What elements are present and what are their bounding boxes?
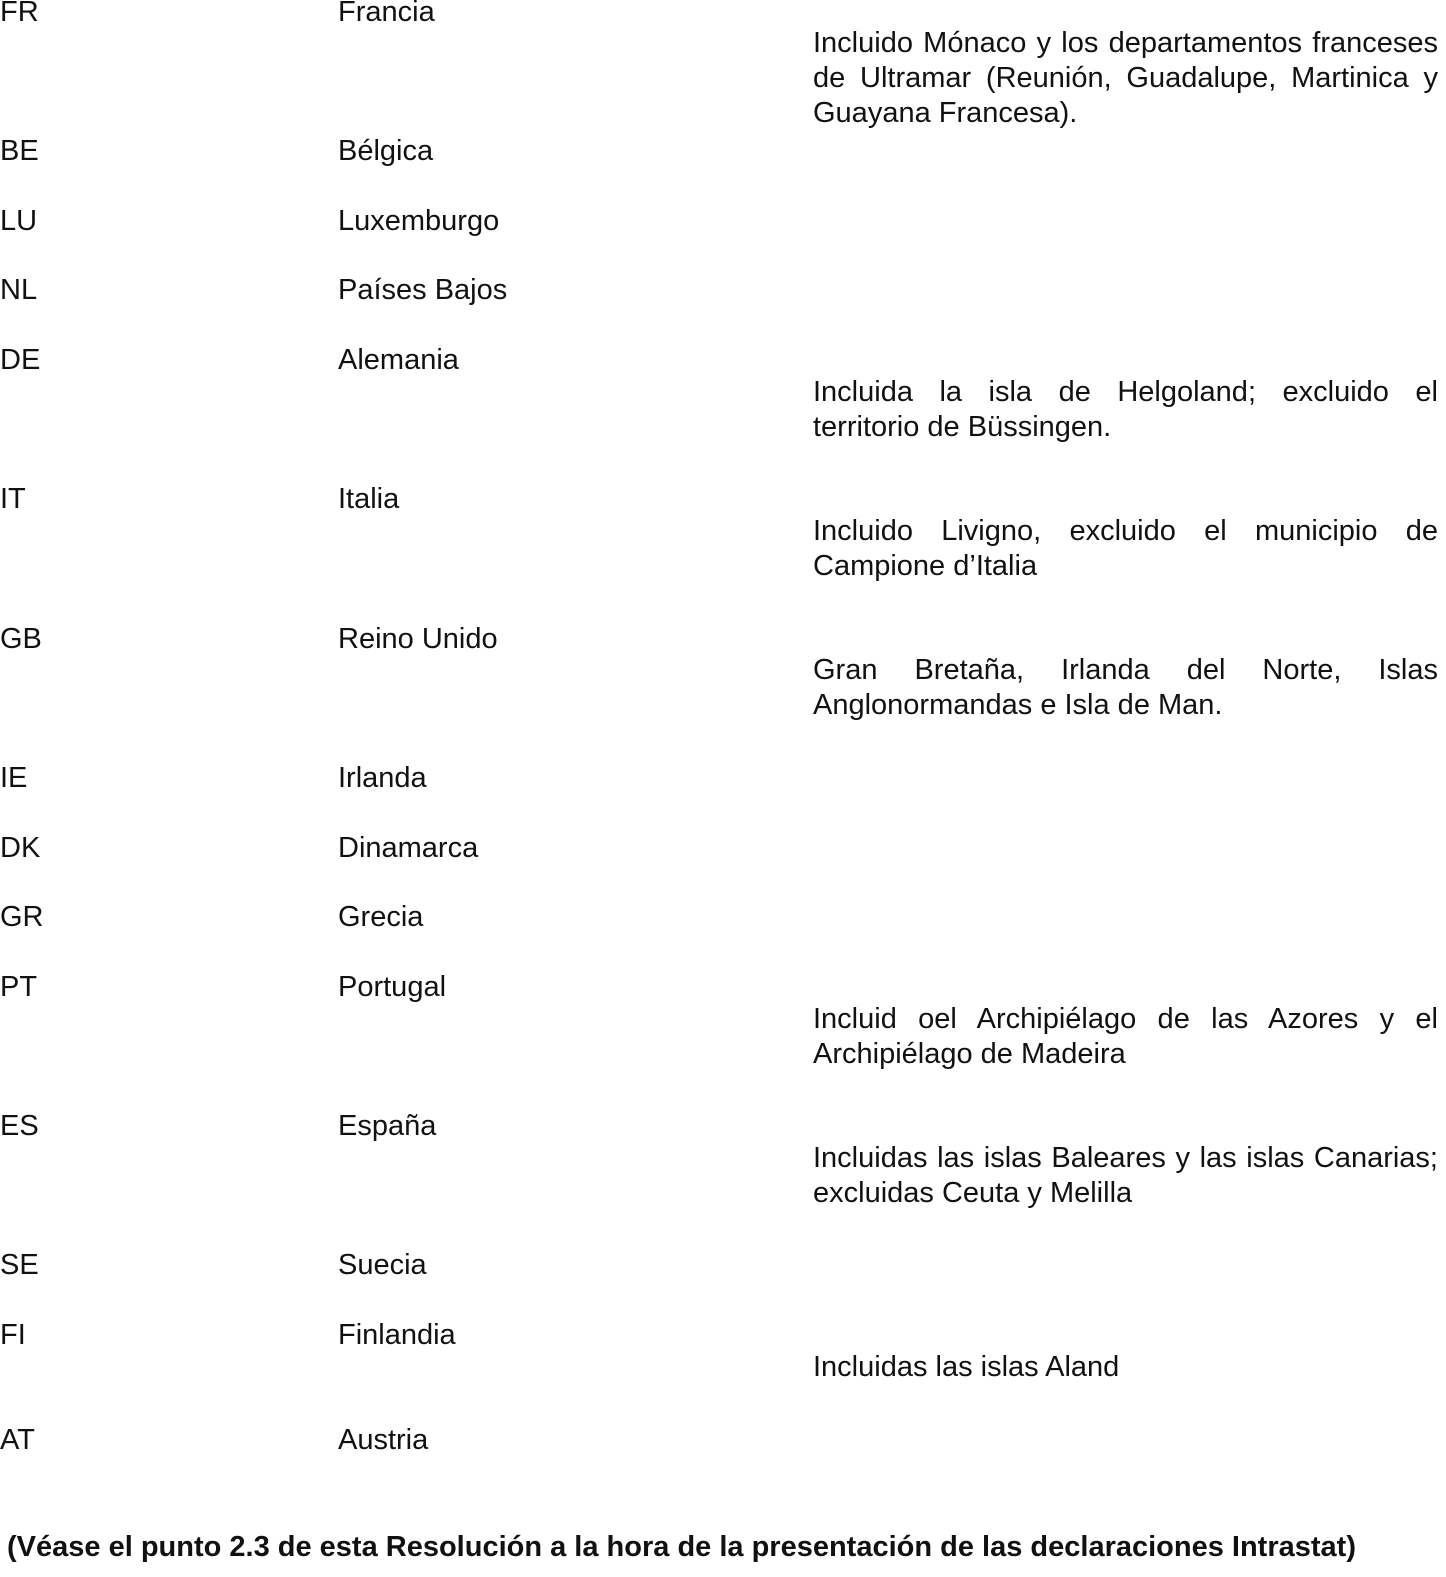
country-code: DK (0, 832, 41, 864)
country-code: DE (0, 344, 41, 376)
country-code: ES (0, 1110, 39, 1142)
country-name: Portugal (338, 971, 447, 1003)
country-name: Bélgica (338, 135, 434, 167)
country-code: FI (0, 1319, 26, 1351)
country-note: Incluido Mónaco y los departamentos franceses de Ultramar (Reunión, Guadalupe, Martinica y Guayana Francesa). (813, 27, 1438, 129)
country-name: Italia (338, 483, 400, 515)
country-name: Austria (338, 1424, 429, 1456)
country-code: IT (0, 483, 26, 515)
country-note: Incluido Livigno, excluido el municipio de Campione d’Italia (813, 515, 1438, 582)
country-code: LU (0, 205, 38, 237)
country-code: SE (0, 1249, 39, 1281)
country-code: AT (0, 1424, 35, 1456)
country-code: BE (0, 135, 39, 167)
country-code: GB (0, 623, 42, 655)
country-name: Países Bajos (338, 274, 508, 306)
country-code: FR (0, 0, 39, 28)
country-code: GR (0, 901, 44, 933)
country-name: Francia (338, 0, 435, 28)
footer-note: (Véase el punto 2.3 de esta Resolución a la hora de la presentación de las declaraciones Intrastat) (7, 1531, 1356, 1563)
country-name: Grecia (338, 901, 424, 933)
country-code: IE (0, 762, 28, 794)
country-name: Irlanda (338, 762, 427, 794)
country-note: Incluidas las islas Aland (813, 1351, 1120, 1383)
country-note: Gran Bretaña, Irlanda del Norte, Islas Anglonormandas e Isla de Man. (813, 654, 1438, 721)
country-name: Finlandia (338, 1319, 456, 1351)
country-note: Incluidas las islas Baleares y las islas Canarias; excluidas Ceuta y Melilla (813, 1142, 1438, 1209)
country-name: Alemania (338, 344, 459, 376)
country-name: Reino Unido (338, 623, 498, 655)
country-code: NL (0, 274, 38, 306)
country-note: Incluida la isla de Helgoland; excluido el territorio de Büssingen. (813, 376, 1438, 443)
country-name: Luxemburgo (338, 205, 500, 237)
country-name: Dinamarca (338, 832, 479, 864)
country-name: Suecia (338, 1249, 427, 1281)
country-code: PT (0, 971, 38, 1003)
country-name: España (338, 1110, 437, 1142)
country-note: Incluid oel Archipiélago de las Azores y el Archipiélago de Madeira (813, 1003, 1438, 1070)
